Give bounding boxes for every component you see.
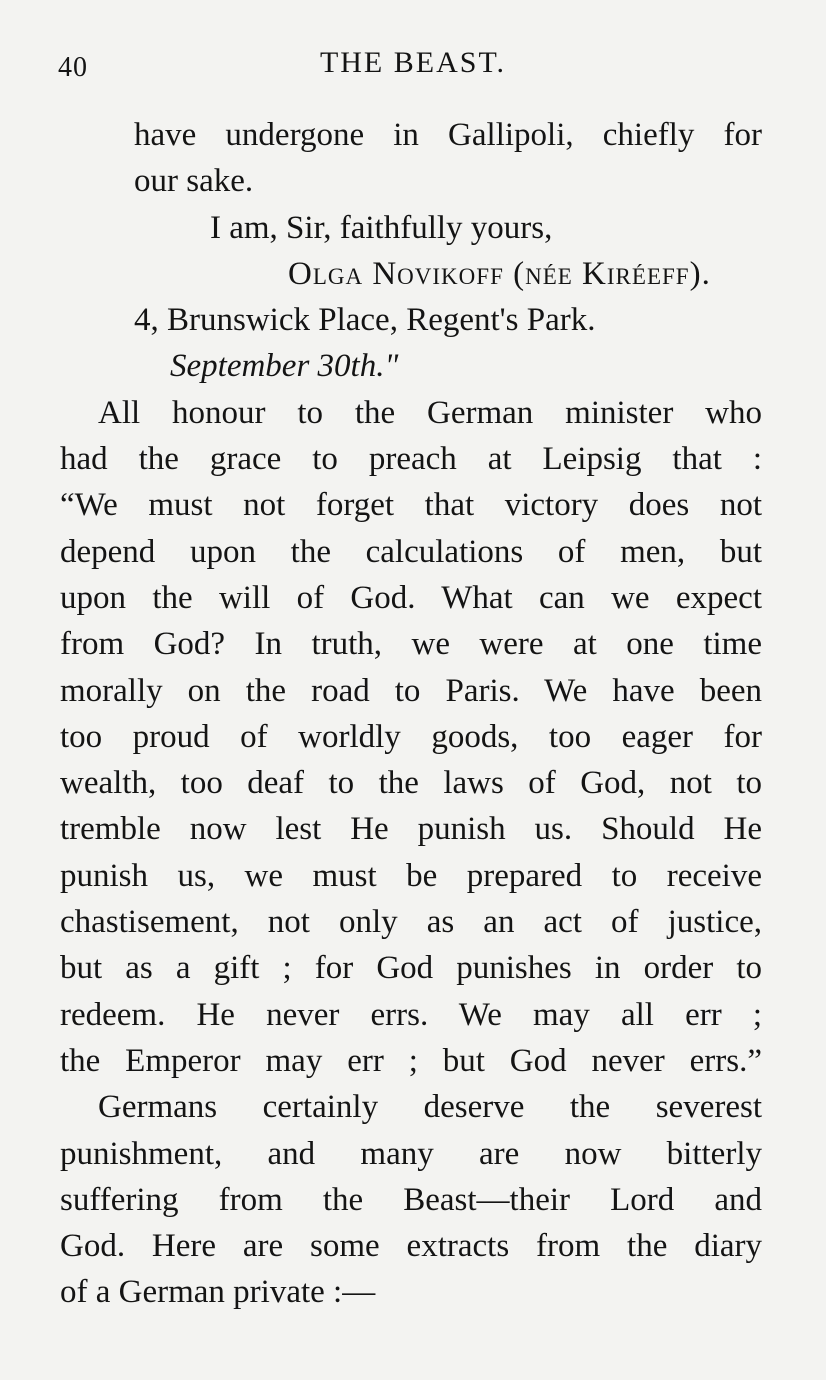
paragraph-line: depend upon the calculations of men, but	[60, 533, 762, 570]
paragraph-line: but as a gift ; for God punishes in order to	[60, 950, 762, 987]
paragraph-line: of a German private :—	[60, 1274, 376, 1311]
paragraph-line: punishment, and many are now bitterly	[60, 1135, 762, 1172]
paragraph-line: had the grace to preach at Leipsig that :	[60, 441, 762, 478]
paragraph-line: morally on the road to Paris. We have been	[60, 672, 762, 709]
paragraph-line: redeem. He never errs. We may all err ;	[60, 996, 762, 1033]
paragraph-line: God. Here are some extracts from the diary	[60, 1228, 762, 1265]
paragraph-line: wealth, too deaf to the laws of God, not to	[60, 765, 762, 802]
letter-signature: Olga Novikoff (née Kiréeff).	[288, 255, 711, 292]
letter-closing: I am, Sir, faithfully yours,	[210, 209, 553, 246]
letter-date: September 30th."	[170, 348, 399, 385]
paragraph-line: suffering from the Beast—their Lord and	[60, 1181, 762, 1218]
paragraph-line: chastisement, not only as an act of justice,	[60, 904, 762, 941]
paragraph-sermon	[60, 390, 762, 1084]
paragraph-line: All honour to the German minister who	[98, 394, 762, 431]
letter-line: our sake.	[134, 163, 254, 200]
paragraph-line: “We must not forget that victory does not	[60, 487, 762, 524]
page-header	[58, 46, 768, 86]
letter-address: 4, Brunswick Place, Regent's Park.	[134, 302, 596, 339]
letter-ending	[60, 112, 762, 390]
paragraph-line: upon the will of God. What can we expect	[60, 579, 762, 616]
body-text	[60, 112, 762, 1316]
letter-line: have undergone in Gallipoli, chiefly for	[134, 117, 762, 153]
paragraph-line: punish us, we must be prepared to receive	[60, 857, 762, 894]
running-title: THE BEAST.	[319, 46, 507, 79]
paragraph-line: from God? In truth, we were at one time	[60, 626, 762, 663]
paragraph-line: tremble now lest He punish us. Should He	[60, 811, 762, 848]
paragraph-germans	[60, 1084, 762, 1315]
page-number: 40	[58, 52, 88, 83]
paragraph-line: the Emperor may err ; but God never errs.”	[60, 1042, 762, 1079]
paragraph-line: Germans certainly deserve the severest	[98, 1089, 762, 1126]
paragraph-line: too proud of worldly goods, too eager for	[60, 718, 762, 755]
